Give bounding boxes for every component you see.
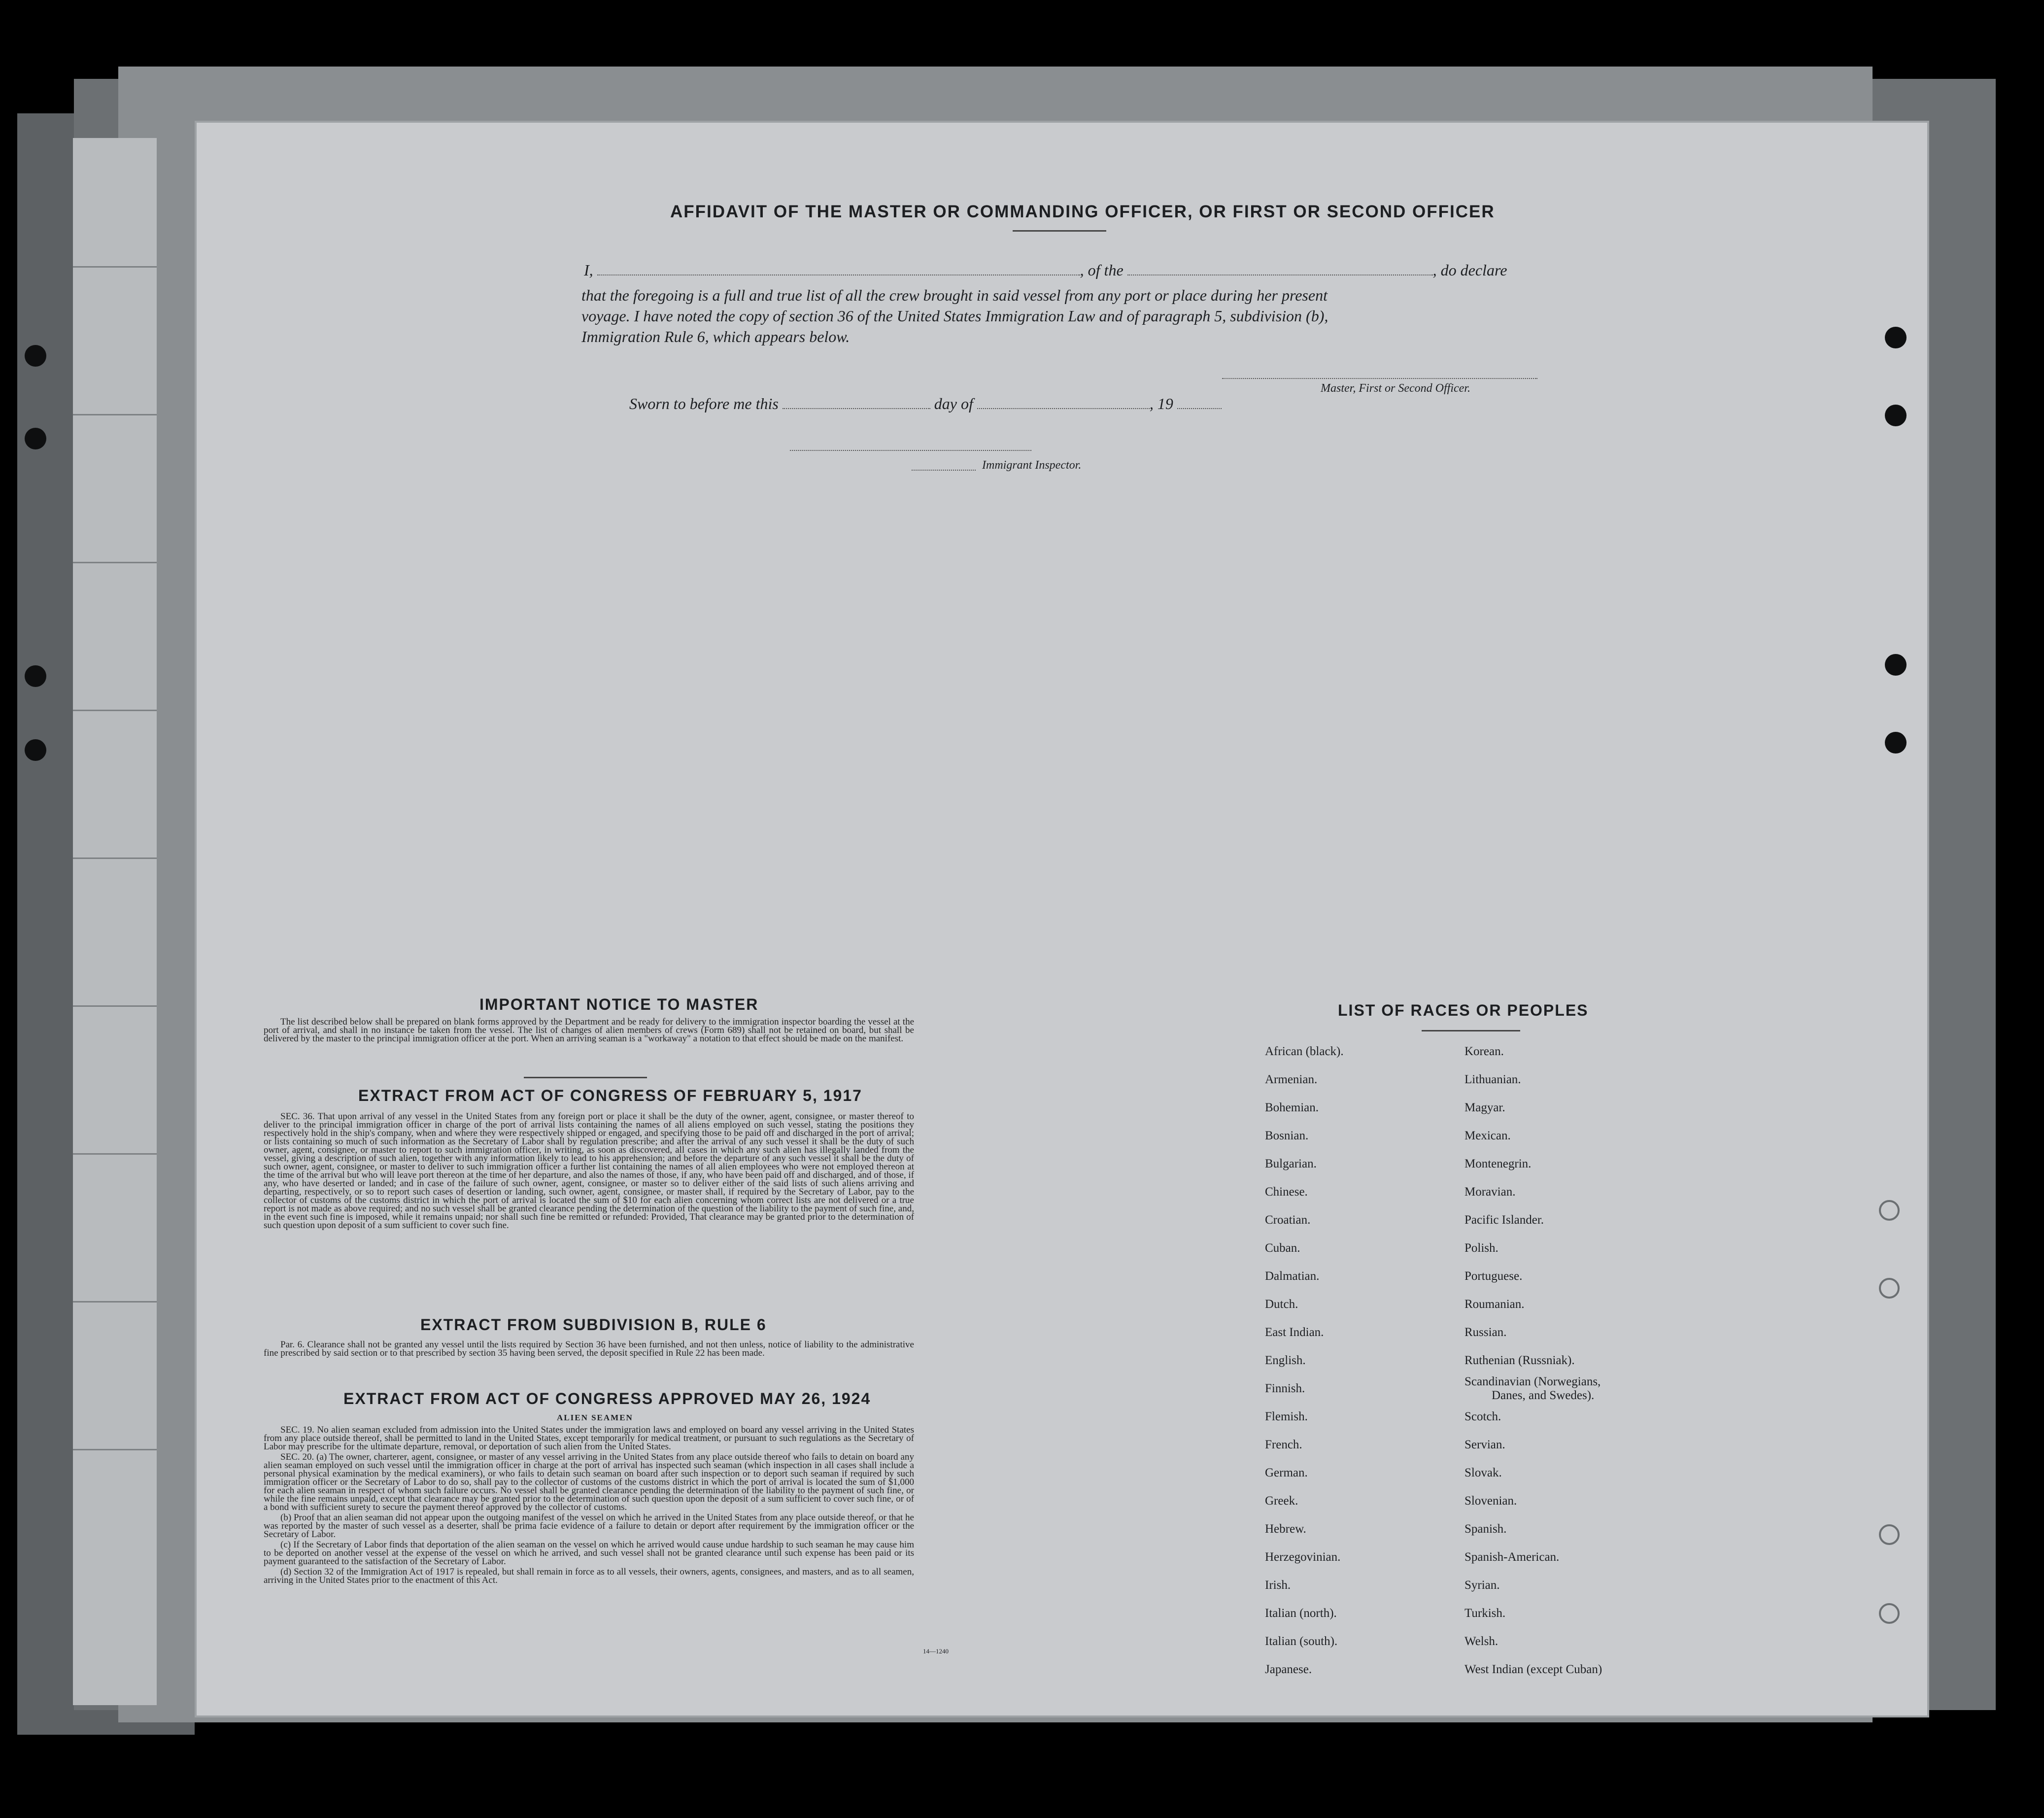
extract-1924-sec20b: (b) Proof that an alien seaman did not appear upon the outgoing manifest of the vessel on which he arrived in the United States from any place outside thereof, or that he was reported by the master of such vessel as a deserter, shall be prima facie evidence of a failure to detain or deport after requirement by the immigration officer or the Secretary of Labor. xyxy=(264,1512,914,1540)
races-heading: LIST OF RACES OR PEOPLES xyxy=(1338,1001,1589,1019)
extract-1924-sec20a: SEC. 20. (a) The owner, charterer, agent, consignee, or master of any vessel arriving in the United States from any place outside thereof who fails to detain on board any alien seaman employed on such vessel until the immigration officer in charge at the port of arrival has inspected such seaman (which inspection in all cases shall include a personal physical examination by the medical examiners), or who fails to detain such seaman on board after such inspection or to deport such seaman if required by such immigration officer or the Secretary of Labor to do so, shall pay to the collector of customs of the customs district in which the port of arrival is located the sum of $1,000 for each alien seaman in respect of whom such failure occurs. No vessel shall be granted clearance pending the determination of the liability to the payment of such fine, or while the fine remains unpaid, except that clearance may be granted prior to the determination of such question upon the deposit of a sum sufficient to cover such fine, or of a bond with sufficient surety to secure the payment thereof approved by the collector of customs. xyxy=(264,1452,914,1512)
punch-hole-ring xyxy=(1879,1200,1900,1221)
race-item: Herzegovinian. xyxy=(1265,1550,1341,1564)
background-ruled-sheet xyxy=(73,138,157,1705)
punch-hole-ring xyxy=(1879,1524,1900,1545)
race-item: Magyar. xyxy=(1465,1101,1505,1114)
punch-hole xyxy=(1885,327,1907,348)
race-item: Bohemian. xyxy=(1265,1101,1319,1114)
ruled-line xyxy=(73,562,157,563)
race-item: Roumanian. xyxy=(1465,1298,1525,1311)
section-rule xyxy=(524,1077,647,1078)
race-item: Armenian. xyxy=(1265,1073,1318,1086)
punch-hole xyxy=(25,345,46,367)
race-item: Italian (north). xyxy=(1265,1607,1337,1620)
affidavit-line-3: voyage. I have noted the copy of section 36 of the United States Immigration Law and of paragraph 5, subdivision (b), xyxy=(581,307,1329,325)
race-item: Chinese. xyxy=(1265,1185,1308,1199)
race-item: Irish. xyxy=(1265,1578,1291,1592)
extract-1924-sec20c: (c) If the Secretary of Labor finds that deportation of the alien seaman on the vessel on which he arrived would cause undue hardship to such seaman he may cause him to be deported on another vessel at the expense of the vessel on which he arrived, and such vessel shall not be granted clearance until such expense has been paid or its payment guaranteed to the satisfaction of the Secretary of Labor. xyxy=(264,1540,914,1567)
race-item: Portuguese. xyxy=(1465,1269,1523,1283)
inspector-signature-line xyxy=(790,450,1031,451)
affidavit-of-the: , of the xyxy=(1080,261,1124,279)
ruled-line xyxy=(73,1301,157,1303)
punch-hole xyxy=(1885,654,1907,676)
race-item: Moravian. xyxy=(1465,1185,1516,1199)
race-item: Scotch. xyxy=(1465,1410,1501,1423)
master-signature-line xyxy=(1222,378,1537,379)
race-item: Dutch. xyxy=(1265,1298,1298,1311)
name-blank xyxy=(597,274,1080,275)
race-item: Slovak. xyxy=(1465,1466,1502,1479)
race-item: African (black). xyxy=(1265,1045,1344,1058)
affidavit-line-1 xyxy=(584,261,1507,279)
race-item: Bosnian. xyxy=(1265,1129,1309,1142)
extract-1924-subheading: ALIEN SEAMEN xyxy=(557,1413,633,1422)
race-item: English. xyxy=(1265,1354,1306,1367)
notice-paragraph: The list described below shall be prepared on blank forms approved by the Department and be ready for delivery to the immigration inspector boarding the vessel at the port of arrival, and shall in no instance be taken from the vessel. The list of changes of alien members of crews (Form 689) shall not be retained on board, but shall be delivered by the master to the principal immigration officer at the port. When an arriving seaman is a "workaway" a notation to that effect should be made on the manifest. xyxy=(264,1017,914,1044)
race-item: Spanish. xyxy=(1465,1522,1507,1536)
ruled-line xyxy=(73,858,157,859)
extract-1924-sec19: SEC. 19. No alien seaman excluded from admission into the United States under the immigration laws and employed on board any vessel arriving in the United States from any place outside thereof, shall be permitted to land in the United States, except temporarily for medical treatment, or pursuant to such regulations as the Secretary of Labor may prescribe for the ultimate departure, removal, or deportation of such alien from the United States. xyxy=(264,1425,914,1452)
sworn-year-blank xyxy=(1177,408,1222,409)
race-item: French. xyxy=(1265,1438,1302,1451)
race-item: Dalmatian. xyxy=(1265,1269,1320,1283)
race-item: East Indian. xyxy=(1265,1326,1324,1339)
punch-hole xyxy=(25,428,46,449)
punch-hole xyxy=(1885,732,1907,754)
race-item: Slovenian. xyxy=(1465,1494,1517,1508)
race-item: German. xyxy=(1265,1466,1308,1479)
sworn-month-blank xyxy=(977,408,1150,409)
race-item: Lithuanian. xyxy=(1465,1073,1521,1086)
sworn-day-blank xyxy=(783,408,930,409)
extract-1917-paragraph: SEC. 36. That upon arrival of any vessel in the United States from any foreign port or place it shall be the duty of the owner, agent, consignee, or master thereof to deliver to the principal immigration officer in charge of the port of arrival lists containing the names of all aliens employed on such vessel, stating the positions they respectively hold in the ship's company, when and where they were respectively shipped or engaged, and specifying those to be paid off and discharged in the port of arrival; or lists containing so much of such information as the Secretary of Labor shall by regulation prescribe; and after the arrival of any such vessel it shall be the duty of such owner, agent, consignee, or master to report to such immigration officer, in writing, as soon as discovered, all cases in which any such alien has illegally landed from the vessel, giving a description of such alien, together with any information likely to lead to his apprehension; and before the departure of any such vessel it shall be the duty of such owner, agent, consignee, or master to deliver to such immigration officer a further list containing the names of all alien employees who were not employed thereon at the time of the arrival but who will leave port thereon at the time of her departure, and also the names of those, if any, who have been paid off and discharged, and of those, if any, who have deserted or landed; and in case of the failure of such owner, agent, consignee, or master so to deliver either of the said lists of such aliens arriving and departing, respectively, or so to report such cases of desertion or landing, such owner, agent, consignee, or master shall, if required by the Secretary of Labor, pay to the collector of customs of the customs district in which the port of arrival is located the sum of $10 for each alien concerning whom correct lists are not delivered or a true report is not made as above required; and no such vessel shall be granted clearance pending the determination of the question of the liability to the payment of such fine, and, in the event such fine is imposed, while it remains unpaid; nor shall such fine be remitted or refunded: Provided, That clearance may be granted prior to the determination of such question upon deposit of a sum sufficient to cover such fine. xyxy=(264,1111,914,1231)
race-item: Mexican. xyxy=(1465,1129,1511,1142)
extract-rule6-heading: EXTRACT FROM SUBDIVISION B, RULE 6 xyxy=(420,1316,767,1334)
affidavit-i: I, xyxy=(584,261,593,279)
form-number: 14—1240 xyxy=(923,1647,949,1655)
punch-hole xyxy=(25,739,46,761)
punch-hole-ring xyxy=(1879,1278,1900,1299)
races-heading-rule xyxy=(1422,1030,1520,1031)
master-signature-label: Master, First or Second Officer. xyxy=(1321,382,1470,395)
race-item: Japanese. xyxy=(1265,1663,1312,1676)
punch-hole-ring xyxy=(1879,1603,1900,1624)
affidavit-heading: AFFIDAVIT OF THE MASTER OR COMMANDING OFFICER, OR FIRST OR SECOND OFFICER xyxy=(670,202,1495,221)
affidavit-line-4: Immigration Rule 6, which appears below. xyxy=(581,328,850,345)
race-item: Cuban. xyxy=(1265,1241,1300,1255)
affidavit-line-2: that the foregoing is a full and true list of all the crew brought in said vessel from any port or place during her present xyxy=(581,286,1328,304)
ruled-line xyxy=(73,1153,157,1155)
race-item: Bulgarian. xyxy=(1265,1157,1317,1170)
inspector-label: Immigrant Inspector. xyxy=(982,459,1082,472)
extract-1917-heading: EXTRACT FROM ACT OF CONGRESS OF FEBRUARY 5, 1917 xyxy=(358,1087,862,1104)
race-item: Croatian. xyxy=(1265,1213,1311,1227)
extract-1917-text xyxy=(264,1112,914,1232)
notice-heading: IMPORTANT NOTICE TO MASTER xyxy=(479,995,759,1013)
ruled-line xyxy=(73,266,157,268)
race-item: Polish. xyxy=(1465,1241,1499,1255)
race-item: Finnish. xyxy=(1265,1382,1305,1395)
punch-hole xyxy=(25,665,46,687)
form-sheet xyxy=(195,121,1929,1717)
extract-1924-sec20d: (d) Section 32 of the Immigration Act of 1917 is repealed, but shall remain in force as to all vessels, their owners, agents, consignees, and masters, and as to all seamen, arriving in the United States prior to the enactment of this Act. xyxy=(264,1567,914,1585)
race-item: Ruthenian (Russniak). xyxy=(1465,1354,1575,1367)
race-item: Turkish. xyxy=(1465,1607,1506,1620)
race-item: West Indian (except Cuban) xyxy=(1465,1663,1602,1676)
vessel-blank xyxy=(1127,274,1433,275)
race-item: Hebrew. xyxy=(1265,1522,1306,1536)
ruled-line xyxy=(73,710,157,711)
sworn-day-of: day of xyxy=(934,395,973,412)
heading-rule xyxy=(1013,230,1106,232)
race-item: Scandinavian (Norwegians, xyxy=(1465,1375,1601,1388)
ruled-line xyxy=(73,1449,157,1450)
extract-rule6-text xyxy=(264,1340,914,1359)
affidavit-declare: , do declare xyxy=(1432,261,1507,279)
race-item-continuation: Danes, and Swedes). xyxy=(1492,1389,1595,1402)
punch-hole xyxy=(1885,405,1907,426)
sworn-line xyxy=(629,395,1222,413)
race-item: Greek. xyxy=(1265,1494,1298,1508)
race-item: Montenegrin. xyxy=(1465,1157,1532,1170)
ruled-line xyxy=(73,414,157,415)
race-item: Pacific Islander. xyxy=(1465,1213,1544,1227)
extract-rule6-paragraph: Par. 6. Clearance shall not be granted any vessel until the lists required by Section 36 have been furnished, and not then unless, notice of liability to the administrative fine prescribed by said section or to that prescribed by section 35 having been served, the deposit specified in Rule 22 has been made. xyxy=(264,1339,914,1358)
extract-1924-heading: EXTRACT FROM ACT OF CONGRESS APPROVED MAY 26, 1924 xyxy=(343,1390,871,1407)
race-item: Russian. xyxy=(1465,1326,1507,1339)
race-item: Welsh. xyxy=(1465,1635,1499,1648)
notice-text xyxy=(264,1018,914,1045)
ruled-line xyxy=(73,1005,157,1007)
race-item: Flemish. xyxy=(1265,1410,1308,1423)
extract-1924-text xyxy=(264,1426,914,1586)
sworn-text: Sworn to before me this xyxy=(629,395,779,412)
race-item: Spanish-American. xyxy=(1465,1550,1560,1564)
race-item: Italian (south). xyxy=(1265,1635,1338,1648)
race-item: Syrian. xyxy=(1465,1578,1500,1592)
race-item: Servian. xyxy=(1465,1438,1505,1451)
race-item: Korean. xyxy=(1465,1045,1504,1058)
sworn-year: , 19 xyxy=(1149,395,1173,412)
inspector-short-line xyxy=(912,470,976,471)
